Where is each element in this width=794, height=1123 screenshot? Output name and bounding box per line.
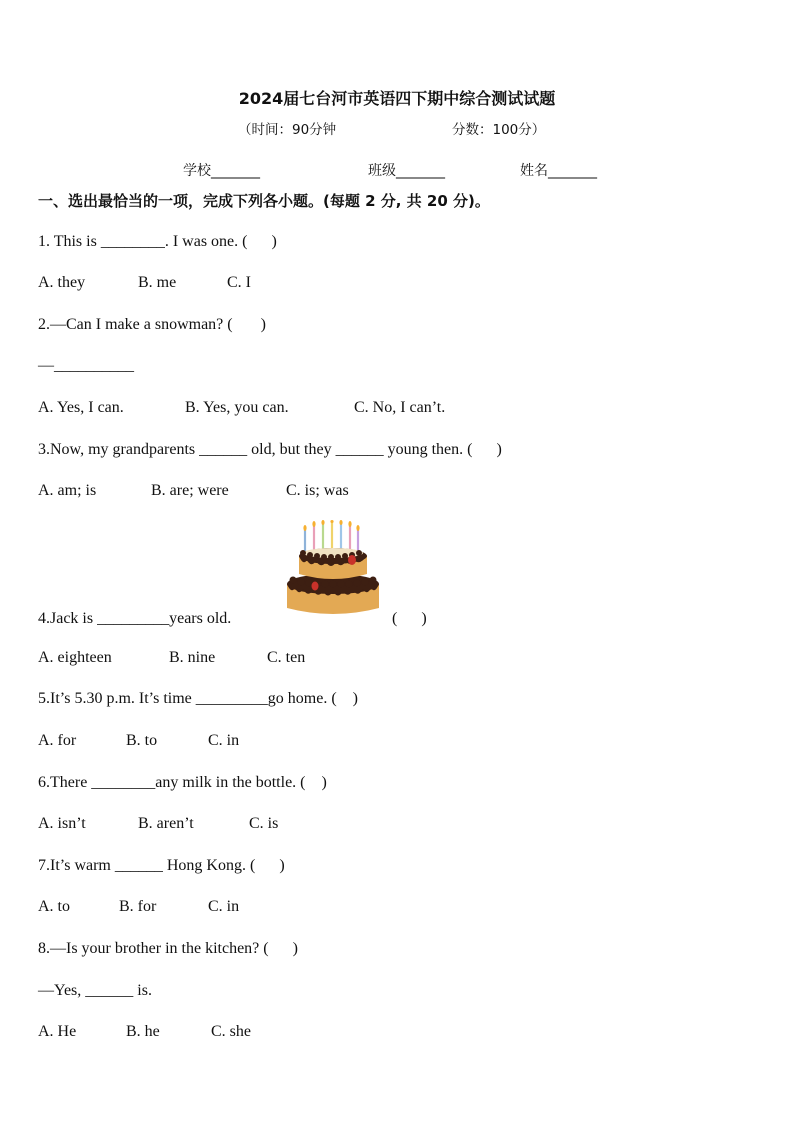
question-8-option-b: B. he xyxy=(126,1023,160,1040)
question-6-stem: 6.There ________any milk in the bottle. ( ) xyxy=(38,774,327,791)
question-4-stem: 4.Jack is _________years old. xyxy=(38,610,232,627)
question-8-answer-line: —Yes, ______ is. xyxy=(38,982,152,999)
question-4-answer-paren: ( ) xyxy=(392,610,427,627)
question-2-option-c: C. No, I can’t. xyxy=(354,399,446,416)
question-2-option-a: A. Yes, I can. xyxy=(38,399,124,416)
page-title: 2024届七台河市英语四下期中综合测试试题 xyxy=(238,89,556,108)
class-field: 班级_______ xyxy=(368,163,445,179)
question-7-stem: 7.It’s warm ______ Hong Kong. ( ) xyxy=(38,857,285,874)
question-1-option-a: A. they xyxy=(38,274,86,291)
question-2-option-b: B. Yes, you can. xyxy=(185,399,289,416)
question-5-stem: 5.It’s 5.30 p.m. It’s time _________go home. ( ) xyxy=(38,690,358,707)
question-5-option-a: A. for xyxy=(38,732,77,749)
birthday-cake-icon xyxy=(283,520,383,620)
question-4-option-c: C. ten xyxy=(267,649,306,666)
exam-time: （时间：90分钟 xyxy=(238,122,337,138)
question-2-answer-line: —__________ xyxy=(38,357,134,374)
question-6-option-a: A. isn’t xyxy=(38,815,86,832)
question-7-option-a: A. to xyxy=(38,898,70,915)
question-4-option-b: B. nine xyxy=(169,649,216,666)
section-heading: 一、选出最恰当的一项，完成下列各小题。(每题 2 分, 共 20 分)。 xyxy=(38,192,490,210)
question-8-option-c: C. she xyxy=(211,1023,251,1040)
name-field: 姓名_______ xyxy=(520,163,597,179)
question-7-option-c: C. in xyxy=(208,898,240,915)
question-7-option-b: B. for xyxy=(119,898,157,915)
question-8-stem: 8.—Is your brother in the kitchen? ( ) xyxy=(38,940,298,957)
exam-score: 分数：100分） xyxy=(452,122,546,138)
question-3-option-a: A. am; is xyxy=(38,482,97,499)
question-4-option-a: A. eighteen xyxy=(38,649,112,666)
question-1-stem: 1. This is ________. I was one. ( ) xyxy=(38,233,277,250)
question-6-option-b: B. aren’t xyxy=(138,815,194,832)
question-8-option-a: A. He xyxy=(38,1023,77,1040)
question-3-stem: 3.Now, my grandparents ______ old, but they ______ young then. ( ) xyxy=(38,441,502,458)
question-3-option-c: C. is; was xyxy=(286,482,349,499)
question-5-option-b: B. to xyxy=(126,732,158,749)
question-5-option-c: C. in xyxy=(208,732,240,749)
school-field: 学校_______ xyxy=(183,163,260,179)
question-2-stem: 2.—Can I make a snowman? ( ) xyxy=(38,316,266,333)
question-1-option-b: B. me xyxy=(138,274,177,291)
question-3-option-b: B. are; were xyxy=(151,482,229,499)
question-6-option-c: C. is xyxy=(249,815,279,832)
question-1-option-c: C. I xyxy=(227,274,251,291)
